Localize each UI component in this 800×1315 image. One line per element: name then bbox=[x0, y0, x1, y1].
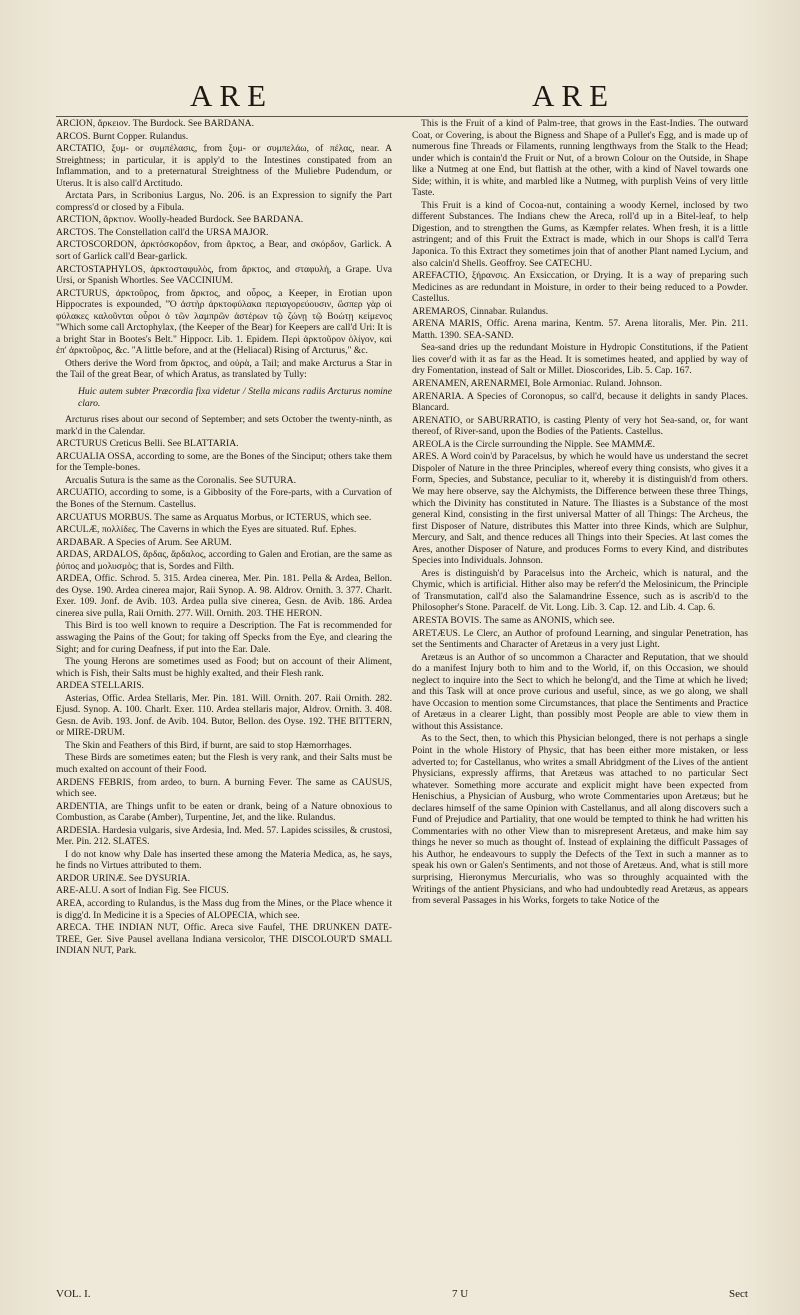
entry-paragraph: ARCTURUS, ἀρκτοῦρος, from ἄρκτος, and οὖρος, a Keeper, in Erotian upon Hippocrates is expounded, "Ὁ ἀστὴρ ἀρκτοφύλακα περιαγορεύουσιν, ὥσπερ γὰρ οἱ φύλακες καλοῦνται οὗροι ὁ τῶν λαμπρῶν ἀστέρων τῷ ζώνῃ τῷ Βοώτῃ κείμενος "Which some call Arctophylax, (the Keeper of the Bear) for Keepers are call'd Uri: It is a bright Star in Bootes's Belt." Hippocr. Lib. 1. Epidem. Περὶ ἀρκτοῦρον ὀλίγον, καὶ ἐπ' ἀρκτοῦρος, &c. "A little before, and at the (Heliacal) Rising of Arcturus," &c. bbox=[56, 287, 392, 357]
entry-paragraph: ARCUALIA OSSA, according to some, are the Bones of the Sinciput; others take them for the Temple-bones. bbox=[56, 450, 392, 474]
entry-paragraph: Arctata Pars, in Scribonius Largus, No. 206. is an Expression to signify the Part compress'd or closed by a Fibula. bbox=[56, 190, 392, 213]
entry-paragraph: ARENA MARIS, Offic. Arena marina, Kentm. 57. Arena litoralis, Mer. Pin. 211. Matth. 1390. SEA-SAND. bbox=[412, 318, 748, 341]
entry-paragraph: This is the Fruit of a kind of Palm-tree, that grows in the East-Indies. The outward Coat, or Covering, is about the Bigness and Shape of a Pullet's Egg, and is made up of numerous fine Threads or Filaments, running lengthways from the Stalk to the Head; under which is contain'd the Fruit or Nut, of a brown Colour on the Outside, in Shape like a Nutmeg at one End, but flattish at the other, with a kind of Navel towards one Side; within, it is white, and marbled like a Nutmeg, with purplish Veins of very little Taste. bbox=[412, 118, 748, 199]
entry-paragraph: ARCTOSTAPHYLOS, ἀρκτοσταφυλὸς, from ἄρκτος, and σταφυλὴ, a Grape. Uva Ursi, or Spanish Whortles. See VACCINIUM. bbox=[56, 263, 392, 287]
volume-number: VOL. I. bbox=[56, 1288, 91, 1300]
signature-mark: 7 U bbox=[452, 1288, 469, 1300]
entry-paragraph: ARCTOSCORDON, ἀρκτόσκορδον, from ἄρκτος, a Bear, and σκόρδον, Garlick. A sort of Garlick call'd Bear-garlick. bbox=[56, 239, 392, 263]
entry-paragraph: Arcualis Sutura is the same as the Coronalis. See SUTURA. bbox=[65, 474, 297, 486]
entry-paragraph: ARCULÆ, πολλίδες. The Caverns in which the Eyes are situated. Ruf. Ephes. bbox=[56, 524, 357, 536]
entry-paragraph: Asterias, Offic. Ardea Stellaris, Mer. Pin. 181. Will. Ornith. 207. Raii Ornith. 282. Ejusd. Synop. A. 100. Charlt. Exer. 110. Ardea stellaris major, Aldrov. Ornith. 3. 408. Gesn. de Avib. 193. Jonf. de Avib. 104. Butor, Bellon. des Oyse. 192. THE BITTERN, or MIRE-DRUM. bbox=[56, 692, 392, 739]
entry-paragraph: ARENARIA. A Species of Coronopus, so call'd, because it delights in sandy Places. Blancard. bbox=[412, 390, 748, 414]
entry-paragraph: As to the Sect, then, to which this Physician belonged, there is not perhaps a single Point in the whole History of Physic, that has been either more mistaken, or less adverted to; for Castellanus, who writes a small Abridgment of the Lives of the antient Physicians, expressly affirms, that Aretæus was attached to no particular Sect whatever. Something more accurate and explicit might have been expected from Henischius, a Physician of Ausburg, who wrote Commentaries upon Aretæus; but he declares himself of the same Opinion with Castellanus, and all along discovers such a Fund of Prejudice and Partiality, that one would be tempted to think he had written his Commentaries with no other View than to misrepresent Aretæus, and make him say things he never so much as thought of. Instead of explaining the difficult Passages of his Author, he endeavours to supply the Defects of the Text in such a manner as to speak his own or Galen's Sentiments, and not those of Aretæus. And, what is still more surprising, Hieronymus Mercurialis, who was so throughly acquainted with the Writings of the antient Physicians, and who had undoubtedly read Aretæus, as appears from several Passages in his Works, forgets to take Notice of the bbox=[412, 733, 748, 907]
entry-paragraph: I do not know why Dale has inserted these among the Materia Medica, as, he says, he finds no Virtues attributed to them. bbox=[56, 848, 392, 872]
entry-paragraph: ARDENS FEBRIS, from ardeo, to burn. A burning Fever. The same as CAUSUS, which see. bbox=[56, 776, 392, 800]
page-footer bbox=[56, 1288, 748, 1304]
entry-paragraph: ARCTOS. The Constellation call'd the URSA MAJOR. bbox=[56, 226, 269, 238]
entry-paragraph: ARCTURUS Creticus Belli. See BLATTARIA. bbox=[56, 438, 239, 450]
entry-paragraph: ARDABAR. A Species of Arum. See ARUM. bbox=[56, 536, 232, 548]
running-head-right: ARE bbox=[532, 78, 615, 113]
entry-paragraph: Ares is distinguish'd by Paracelsus into the Archeic, which is natural, and the Chymic, which is artificial. Hither also may be referr'd the Melosinicum, the Principle of Transmutation, call'd also the Salamandrine Essence, such as is ascrib'd to the Philosopher's Stone. Paracelf. de Vit. Long. Lib. 3. Cap. 12. and Lib. 4. Cap. 6. bbox=[412, 567, 748, 614]
entry-paragraph: These Birds are sometimes eaten; but the Flesh is very rank, and their Salts must be much exalted on account of their Food. bbox=[56, 752, 392, 775]
entry-paragraph: ARCUATUS MORBUS. The same as Arquatus Morbus, or ICTERUS, which see. bbox=[56, 511, 372, 523]
text-columns bbox=[56, 118, 748, 1279]
entry-paragraph: Aretæus is an Author of so uncommon a Character and Reputation, that we should do a manifest Injury both to him and to the World, if, on this Occasion, we should neglect to inquire into the Sect to which he belong'd, and the Time at which he lived; and this Task will at once prove curious and useful, since, as we go along, we shall have Occasion to mention some Circumstances, that place the Sentiments and Practice of Aretæus in a clearer Light, than possibly most People are able to view them in without this Assistance. bbox=[412, 651, 748, 732]
entry-paragraph: ARE-ALU. A sort of Indian Fig. See FICUS. bbox=[56, 885, 229, 897]
entry-paragraph: The Skin and Feathers of this Bird, if burnt, are said to stop Hæmorrhages. bbox=[65, 739, 352, 751]
entry-paragraph: ARENATIO, or SABURRATIO, is casting Plenty of very hot Sea-sand, or, for want thereof, of River-sand, upon the Bodies of the Patients. Castellus. bbox=[412, 414, 748, 438]
entry-paragraph: ARES. A Word coin'd by Paracelsus, by which he would have us understand the secret Dispoler of Nature in the three Principles, whereof every thing consists, who gives it a Form, Species, and Substance, peculiar to it, whereby it is distinguish'd from others. We may here observe, say the Alchymists, the Difference between these three Things, which the Divinity has constituted in Nature. The Iliastes is a Substance of the most general Kind, consisting in the first universal Matter of all Things: The Archeus, the first Disposer of Nature, distributes this Matter into three Kinds, which are Sulphur, Mercury, and Salt, and thence reduces all Things into their Species. At last comes the Ares, another Disposer of Nature, and produces Forms to every Kind, and distributes Species into Individuals. Johnson. bbox=[412, 451, 748, 567]
entry-paragraph: ARETÆUS. Le Clerc, an Author of profound Learning, and singular Penetration, has set the Sentiments and Character of Aretæus in a very just Light. bbox=[412, 627, 748, 651]
entry-paragraph: ARDAS, ARDALOS, ἄρδας, ἄρδαλος, according to Galen and Erotian, are the same as ῥύπος and μολυσμὸς; that is, Sordes and Filth. bbox=[56, 549, 392, 572]
entry-paragraph: This Fruit is a kind of Cocoa-nut, containing a woody Kernel, inclosed by two different Substances. The Indians chew the Areca, roll'd up in a Bitel-leaf, to help Digestion, and to strengthen the Gums, as Kæmpfer relates. When fresh, it is a little astringent; and of this Fruit the Extract is made, which in our Shops is call'd Terra Japonica. To this Extract they sometimes join that of another Plant named Lycium, and also calcin'd Shells. Geoffroy. See CATECHU. bbox=[412, 199, 748, 269]
entry-paragraph: ARCUATIO, according to some, is a Gibbosity of the Fore-parts, with a Curvation of the Bones of the Sternum. Castellus. bbox=[56, 487, 392, 510]
entry-paragraph: AREA, according to Rulandus, is the Mass dug from the Mines, or the Place whence it is digg'd. In Medicine it is a Species of ALOPECIA, which see. bbox=[56, 898, 392, 921]
entry-paragraph: ARDESIA. Hardesia vulgaris, sive Ardesia, Ind. Med. 57. Lapides scissiles, & crustosi, Mer. Pin. 212. SLATES. bbox=[56, 824, 392, 848]
left-column bbox=[56, 118, 392, 1279]
entry-paragraph: ARESTA BOVIS. The same as ANONIS, which see. bbox=[412, 614, 615, 626]
entry-paragraph: Sea-sand dries up the redundant Moisture in Hydropic Constitutions, if the Patient lies cover'd with it as far as the Head. It is sometimes heated, and applied by way of dry Fomentation, instead of Salt or Millet. Dioscorides, Lib. 5. Cap. 167. bbox=[412, 342, 748, 377]
entry-paragraph: This Bird is too well known to require a Description. The Fat is recommended for asswaging the Pains of the Gout; for taking off Specks from the Eye, and clearing the Sight; and for curing Deafness, if put into the Ear. Dale. bbox=[56, 620, 392, 655]
entry-paragraph: ARCTATIO, ξυμ- or συμπέλασις, from ξυμ- or συμπελάω, of πέλας, near. A Streightness; in particular, it is apply'd to the Intestines constipated from an Inflammation, and to a preternatural Streightness of the Muliebre Pudendum, or Uterus. It is also call'd Arctitudo. bbox=[56, 143, 392, 189]
entry-paragraph: ARDEA, Offic. Schrod. 5. 315. Ardea cinerea, Mer. Pin. 181. Pella & Ardea, Bellon. des Oyse. 190. Ardea cinerea major, Raii Synop. A. 98. Aldrov. Ornith. 3. 377. Charlt. Exer. 109. Jonf. de Avib. 103. Ardea pulla sive cinerea, Gesn. de Avib. 186. Ardea cinerea sive pulla, Raii Ornith. 277. Will. Ornith. 203. THE HERON. bbox=[56, 573, 392, 619]
entry-paragraph: Huic autem subter Præcordia fixa videtur / Stella micans radiis Arcturus nomine claro. bbox=[78, 386, 392, 409]
entry-paragraph: AREFACTIO, ξήρανσις. An Exsiccation, or Drying. It is a way of preparing such Medicines as are redundant in Moisture, in order to their being reduced to a Powder. Castellus. bbox=[412, 270, 748, 305]
entry-paragraph: Arcturus rises about our second of September; and sets October the twenty-ninth, as mark'd in the Calendar. bbox=[56, 414, 392, 437]
entry-paragraph: AREMAROS, Cinnabar. Rulandus. bbox=[412, 305, 549, 317]
entry-paragraph: ARDENTIA, are Things unfit to be eaten or drank, being of a Nature obnoxious to Combustion, as Carabe (Amber), Turpentine, Jet, and the like. Rulandus. bbox=[56, 800, 392, 824]
entry-paragraph: ARDOR URINÆ. See DYSURIA. bbox=[56, 872, 191, 884]
running-head-left: ARE bbox=[190, 78, 273, 113]
entry-paragraph: Others derive the Word from ἄρκτος, and οὐρὰ, a Tail; and make Arcturus a Star in the Tail of the great Bear, of which Aratus, as translated by Tully: bbox=[56, 357, 392, 381]
right-column bbox=[412, 118, 748, 1279]
entry-paragraph: ARCOS. Burnt Copper. Rulandus. bbox=[56, 130, 189, 142]
running-header bbox=[50, 78, 754, 118]
entry-paragraph: AREOLA is the Circle surrounding the Nipple. See MAMMÆ. bbox=[412, 438, 656, 450]
header-rule bbox=[56, 116, 748, 117]
entry-paragraph: ARCION, ἄρκειον. The Burdock. See BARDANA. bbox=[56, 118, 255, 129]
entry-paragraph: ARECA. THE INDIAN NUT, Offic. Areca sive Faufel, THE DRUNKEN DATE-TREE, Ger. Sive Pausel avellana Indiana versicolor, THE DISCOLOUR'D SMALL INDIAN NUT, Park. bbox=[56, 922, 392, 957]
entry-paragraph: ARCTION, ἄρκτιον. Woolly-headed Burdock. See BARDANA. bbox=[56, 214, 304, 226]
catchword: Sect bbox=[729, 1288, 748, 1300]
entry-paragraph: ARENAMEN, ARENARMEI, Bole Armoniac. Ruland. Johnson. bbox=[412, 378, 662, 390]
entry-paragraph: ARDEA STELLARIS. bbox=[56, 680, 144, 692]
entry-paragraph: The young Herons are sometimes used as Food; but on account of their Aliment, which is Fish, their Salts must be highly exalted, and their Flesh rank. bbox=[56, 656, 392, 679]
